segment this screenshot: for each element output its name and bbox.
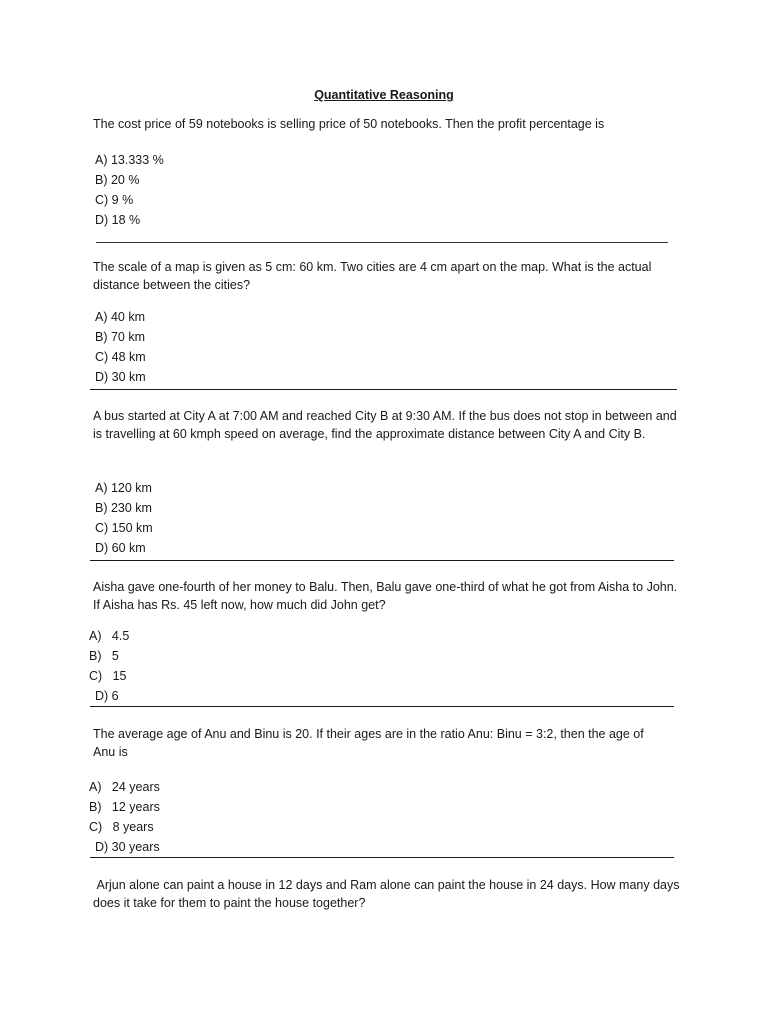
separator-line: [90, 560, 674, 561]
option-d: D) 30 years: [95, 840, 160, 854]
option-b: B) 20 %: [95, 173, 140, 187]
question-5-options: [89, 777, 160, 857]
option-d: D) 18 %: [95, 213, 141, 227]
option-c: C) 15: [89, 669, 127, 683]
option-d: D) 30 km: [95, 370, 146, 384]
option-b: B) 5: [89, 649, 119, 663]
option-d: D) 6: [95, 689, 119, 703]
question-4-options: [89, 626, 129, 706]
separator-line: [90, 706, 674, 707]
question-1-text: The cost price of 59 notebooks is selling price of 50 notebooks. Then the profit percentage is: [93, 117, 605, 131]
option-a: A) 13.333 %: [95, 153, 164, 167]
option-c: C) 9 %: [95, 193, 134, 207]
page-title: Quantitative Reasoning: [314, 88, 454, 102]
question-2-text: The scale of a map is given as 5 cm: 60 km. Two cities are 4 cm apart on the map. What is the actual distance between the cities?: [93, 260, 652, 292]
option-a: A) 40 km: [95, 310, 146, 324]
option-c: C) 8 years: [89, 820, 154, 834]
option-a: A) 120 km: [95, 481, 152, 495]
question-6-text: Arjun alone can paint a house in 12 days and Ram alone can paint the house in 24 days. How many days does it take for them to paint the house together?: [93, 878, 683, 910]
question-2-options: [95, 307, 146, 387]
option-a: A) 24 years: [89, 780, 160, 794]
question-3-options: [95, 478, 153, 558]
option-b: B) 70 km: [95, 330, 146, 344]
separator-line: [96, 242, 668, 243]
option-d: D) 60 km: [95, 541, 146, 555]
option-b: B) 12 years: [89, 800, 160, 814]
option-a: A) 4.5: [89, 629, 130, 643]
question-3-text: A bus started at City A at 7:00 AM and reached City B at 9:30 AM. If the bus does not stop in between and is travelling at 60 kmph speed on average, find the approximate distance between City A and City B.: [93, 409, 677, 441]
option-c: C) 48 km: [95, 350, 146, 364]
option-c: C) 150 km: [95, 521, 153, 535]
question-5-text: The average age of Anu and Binu is 20. If their ages are in the ratio Anu: Binu = 3:2, then the age of Anu is: [93, 727, 644, 759]
separator-line: [90, 389, 677, 390]
question-1-options: [95, 150, 164, 230]
separator-line: [90, 857, 674, 858]
option-b: B) 230 km: [95, 501, 152, 515]
question-4-text: Aisha gave one-fourth of her money to Balu. Then, Balu gave one-third of what he got from Aisha to John. If Aisha has Rs. 45 left now, how much did John get?: [93, 580, 678, 612]
